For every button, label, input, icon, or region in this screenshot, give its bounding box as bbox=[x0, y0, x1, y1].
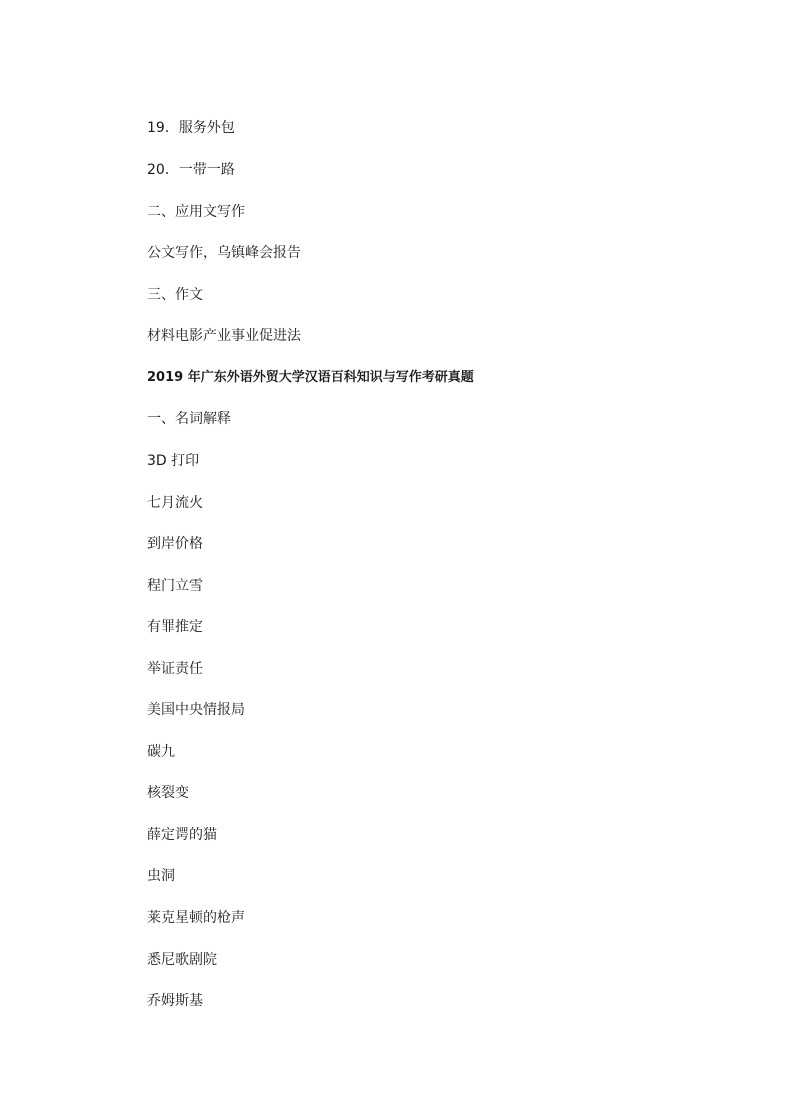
term-item: 举证责任 bbox=[147, 661, 203, 677]
exam-title: 2019 年广东外语外贸大学汉语百科知识与写作考研真题 bbox=[147, 370, 474, 385]
term-item: 程门立雪 bbox=[147, 578, 203, 594]
section-1-heading: 一、名词解释 bbox=[147, 411, 231, 427]
term-item: 美国中央情报局 bbox=[147, 702, 245, 718]
section-2-heading: 二、应用文写作 bbox=[147, 204, 245, 220]
section-3-content: 材料电影产业事业促进法 bbox=[147, 328, 301, 344]
item-19: 19．服务外包 bbox=[147, 120, 235, 136]
term-item: 碳九 bbox=[147, 744, 175, 760]
section-2-content: 公文写作，乌镇峰会报告 bbox=[147, 245, 301, 261]
term-item: 薛定谔的猫 bbox=[147, 827, 217, 843]
term-item: 有罪推定 bbox=[147, 619, 203, 635]
term-item: 到岸价格 bbox=[147, 536, 203, 552]
item-20: 20．一带一路 bbox=[147, 162, 235, 178]
section-3-heading: 三、作文 bbox=[147, 287, 203, 303]
term-item: 3D 打印 bbox=[147, 453, 200, 469]
term-item: 七月流火 bbox=[147, 495, 203, 511]
term-item: 虫洞 bbox=[147, 868, 175, 884]
term-item: 核裂变 bbox=[147, 785, 189, 801]
term-item: 悉尼歌剧院 bbox=[147, 952, 217, 968]
term-item: 乔姆斯基 bbox=[147, 993, 203, 1009]
term-item: 莱克星顿的枪声 bbox=[147, 910, 245, 926]
